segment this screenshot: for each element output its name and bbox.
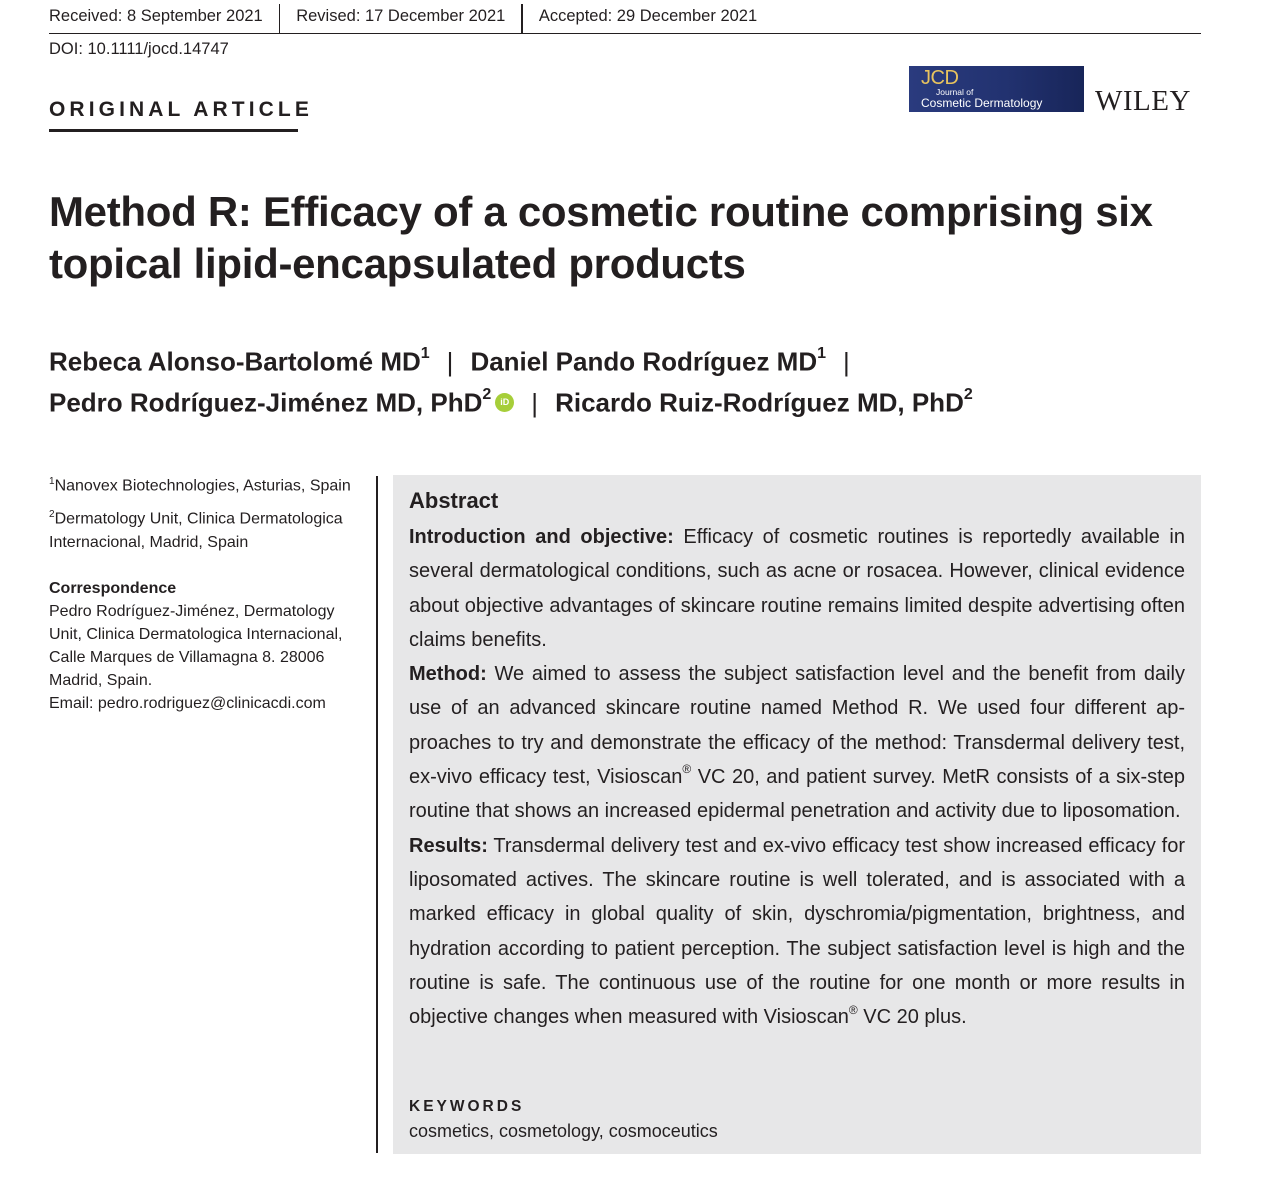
correspondence-line: Calle Marques de Villamagna 8. 28006 (49, 648, 325, 666)
registered-mark: ® (682, 762, 692, 777)
affiliation-marker: 1 (420, 345, 430, 362)
author-separator: | (531, 387, 539, 418)
received-date: Received: 8 September 2021 (49, 7, 263, 25)
author-name[interactable]: Rebeca Alonso-Bartolomé MD (49, 346, 421, 377)
orcid-icon[interactable]: iD (495, 393, 514, 412)
section-label: Method: (409, 663, 487, 686)
revised-date: Revised: 17 December 2021 (296, 7, 506, 25)
correspondence-line: Unit, Clinica Dermatologica Internacional, (49, 625, 343, 643)
publication-dates-bar (49, 4, 1201, 34)
author-name[interactable]: Pedro Rodríguez-Jiménez MD, PhD (49, 387, 483, 418)
doi-link[interactable]: DOI: 10.1111/jocd.14747 (49, 40, 229, 58)
correspondence-line: Pedro Rodríguez-Jiménez, Dermatology (49, 602, 335, 620)
abstract-heading: Abstract (409, 488, 499, 513)
correspondence-email[interactable]: Email: pedro.rodriguez@clinicacdi.com (49, 694, 326, 712)
section-text: VC 20, and patient survey. MetR consists of a six-step routine that shows an increased epidermal penetration and activity due to liposomation. (409, 766, 1185, 823)
abstract-results (409, 829, 1185, 1035)
section-text: Efficacy of cosmetic routines is reportedly available in several dermatological conditions, such as acne or rosacea. However, clinical evidence about objective advantages of skincare routine remains limited despite advertising often claims benefits. (409, 526, 1185, 651)
abstract-body (409, 520, 1185, 1034)
section-text: VC 20 plus. (857, 1006, 967, 1029)
affiliation-marker: 1 (817, 345, 827, 362)
affiliation-text: Nanovex Biotechnologies, Asturias, Spain (54, 477, 351, 495)
affiliation-marker: 2 (482, 386, 492, 403)
affiliation-item (49, 470, 364, 497)
section-label: Results: (409, 834, 488, 857)
abstract-box (393, 475, 1201, 1154)
section-text: We aimed to assess the subject satisfaction level and the benefit from daily use of an advanced skincare routine named Method R. We used four different approaches to try and demonstrate the efficacy of the method: Transdermal delivery test, ex-vivo efficacy test, Visioscan (409, 663, 1185, 789)
section-label: Introduction and objective: (409, 526, 674, 548)
keywords-heading: KEYWORDS (409, 1098, 525, 1115)
author-name[interactable]: Ricardo Ruiz-Rodríguez MD, PhD (555, 387, 964, 418)
journal-logo[interactable] (909, 66, 1084, 112)
author-separator: | (446, 346, 454, 377)
correspondence-heading: Correspondence (49, 579, 177, 597)
author-name[interactable]: Daniel Pando Rodríguez MD (470, 346, 818, 377)
article-type-underline (49, 129, 298, 132)
keywords-list: cosmetics, cosmetology, cosmoceutics (409, 1121, 718, 1141)
abstract-introduction (409, 520, 1185, 657)
author-list-line1 (49, 340, 867, 379)
correspondence-line: Madrid, Spain. (49, 671, 153, 689)
affiliation-number: 2 (49, 509, 55, 521)
abstract-method (409, 657, 1185, 828)
registered-mark: ® (848, 1002, 858, 1017)
affiliations-column (49, 470, 364, 715)
author-list-line2 (49, 381, 973, 420)
affiliation-text: Dermatology Unit, Clinica Dermatologica Internacional, Madrid, Spain (49, 510, 343, 551)
author-separator: | (843, 346, 850, 377)
journal-abbreviation: JCD (921, 67, 959, 89)
journal-name-line1: Journal of (936, 87, 974, 97)
article-title: Method R: Efficacy of a cosmetic routine comprising six topical lipid-encapsulated products (49, 188, 1153, 287)
affiliation-item (49, 503, 364, 553)
article-type-label: ORIGINAL ARTICLE (49, 98, 313, 121)
column-divider (376, 476, 378, 1153)
affiliation-number: 1 (49, 476, 55, 487)
affiliation-marker: 2 (963, 386, 973, 403)
section-text: Transdermal delivery test and ex-vivo efficacy test show increased efficacy for liposomated actives. The skincare routine is well tolerated, and is associated with a marked efficacy in global quality of skin, dyschromia/pigmentation, brightness, and hydration according to patient perception. The subject satisfaction level is high and the routine is safe. The continuous use of the routine for one month or more results in objective changes when measured with Visioscan (409, 834, 1185, 1029)
journal-name-line2: Cosmetic Dermatology (921, 96, 1043, 110)
publisher-logo[interactable]: WILEY (1095, 85, 1191, 117)
accepted-date: Accepted: 29 December 2021 (538, 7, 758, 25)
